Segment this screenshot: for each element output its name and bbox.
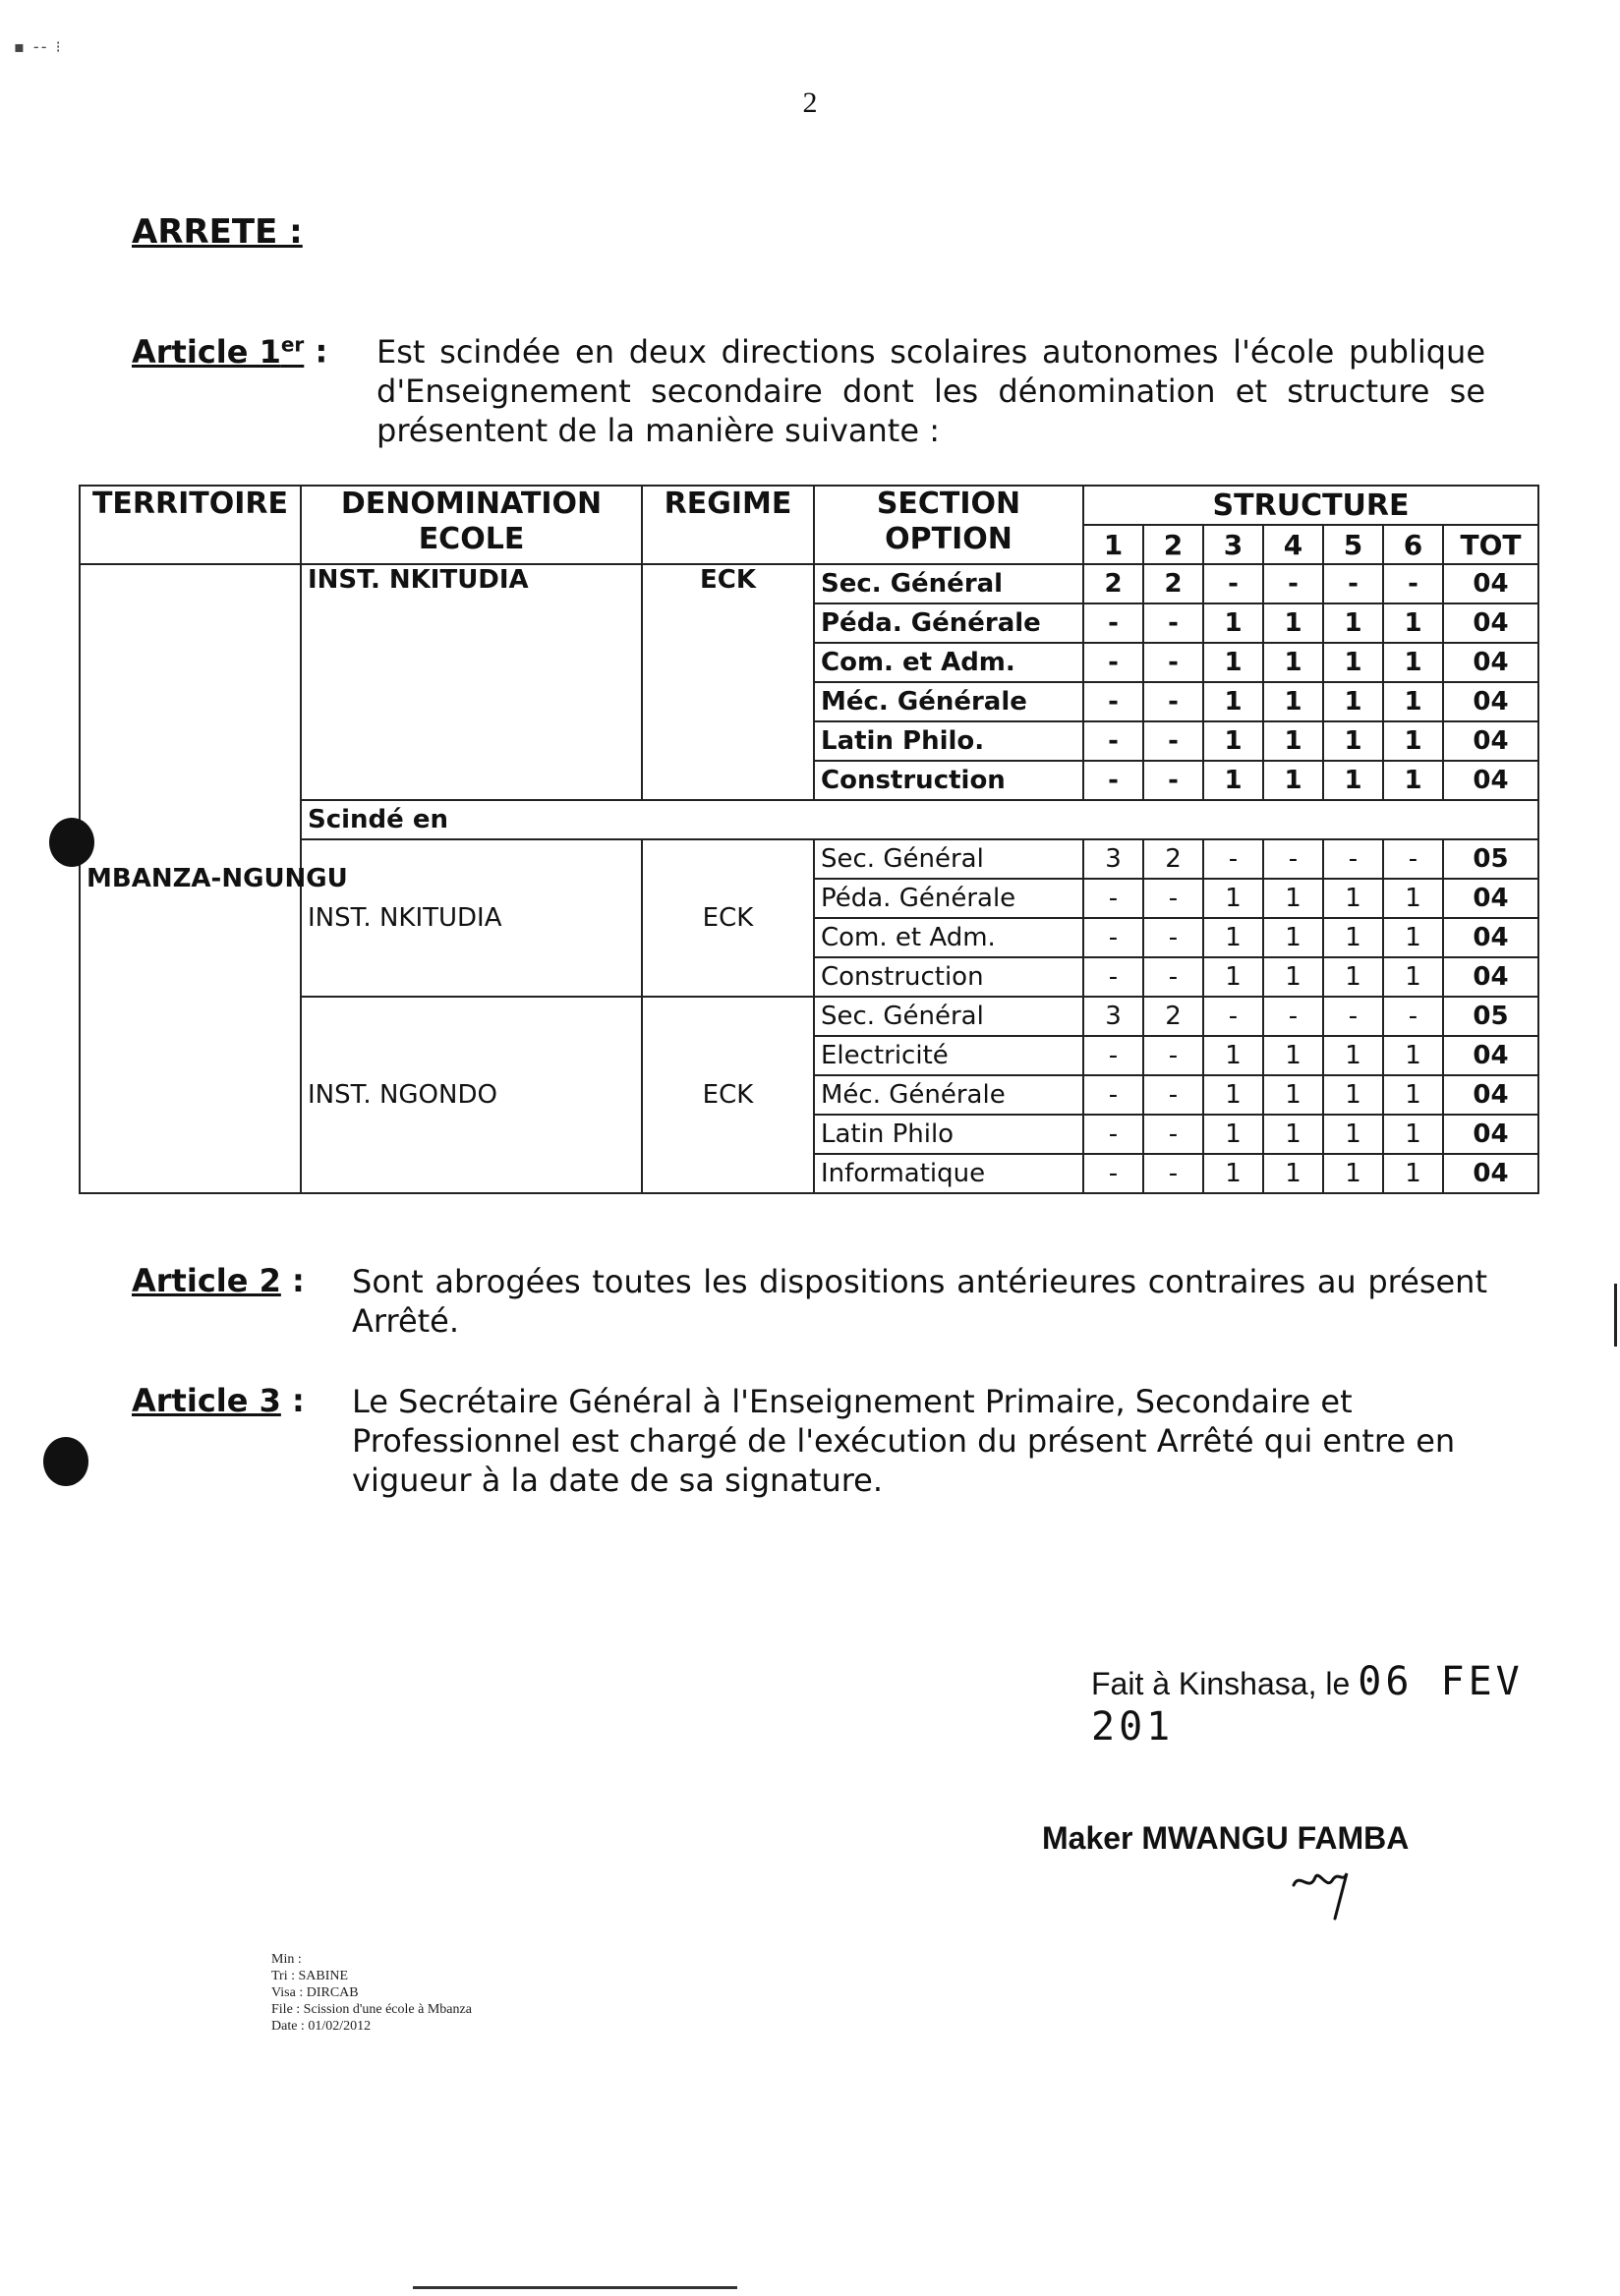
header-denomination: DENOMINATION ECOLE [301, 486, 642, 564]
year-value-cell: 1 [1383, 721, 1443, 761]
handwritten-signature [1288, 1864, 1376, 1923]
year-value-cell: 1 [1203, 1075, 1263, 1115]
year-value-cell: 1 [1263, 879, 1323, 918]
total-cell: 04 [1443, 564, 1538, 603]
header-section: SECTION OPTION [814, 486, 1083, 564]
section-option-cell: Informatique [814, 1154, 1083, 1193]
year-value-cell: 1 [1263, 1115, 1323, 1154]
year-value-cell: 1 [1383, 682, 1443, 721]
total-cell: 05 [1443, 997, 1538, 1036]
year-value-cell: - [1143, 603, 1203, 643]
scan-edge-mark [1614, 1284, 1617, 1347]
footer-line-date: Date : 01/02/2012 [271, 2019, 372, 2034]
year-value-cell: 1 [1323, 682, 1383, 721]
header-year-1: 1 [1083, 525, 1143, 564]
footer-line-file: File : Scission d'une école à Mbanza [271, 2002, 472, 2017]
year-value-cell: - [1143, 1036, 1203, 1075]
year-value-cell: 1 [1383, 761, 1443, 800]
year-value-cell: - [1083, 1154, 1143, 1193]
year-value-cell: 1 [1263, 1036, 1323, 1075]
year-value-cell: 3 [1083, 997, 1143, 1036]
year-value-cell: 1 [1263, 1075, 1323, 1115]
year-value-cell: 1 [1203, 1036, 1263, 1075]
regime-cell: ECK [642, 564, 814, 800]
school-name-cell: INST. NKITUDIA [301, 839, 642, 997]
total-cell: 04 [1443, 1036, 1538, 1075]
year-value-cell: 1 [1383, 603, 1443, 643]
year-value-cell: - [1083, 761, 1143, 800]
year-value-cell: 1 [1263, 603, 1323, 643]
page-number: 2 [802, 86, 818, 119]
year-value-cell: 1 [1323, 1075, 1383, 1115]
article-1-colon: : [304, 332, 328, 371]
year-value-cell: 1 [1323, 721, 1383, 761]
total-cell: 04 [1443, 603, 1538, 643]
regime-cell: ECK [642, 997, 814, 1193]
section-option-cell: Latin Philo [814, 1115, 1083, 1154]
year-value-cell: - [1203, 839, 1263, 879]
year-value-cell: 3 [1083, 839, 1143, 879]
year-value-cell: 1 [1323, 1154, 1383, 1193]
total-cell: 04 [1443, 721, 1538, 761]
year-value-cell: 1 [1203, 1115, 1263, 1154]
article-1-label-sup: er [280, 332, 305, 356]
year-value-cell: - [1383, 997, 1443, 1036]
punch-hole-mark [43, 1437, 88, 1486]
article-3-label-text: Article 3 [132, 1382, 281, 1419]
article-3-label [132, 1382, 305, 1419]
year-value-cell: 1 [1203, 879, 1263, 918]
year-value-cell: - [1143, 957, 1203, 997]
school-name-cell: INST. NKITUDIA [301, 564, 642, 800]
year-value-cell: 1 [1263, 1154, 1323, 1193]
year-value-cell: 1 [1383, 1115, 1443, 1154]
year-value-cell: 2 [1083, 564, 1143, 603]
article-2-colon: : [280, 1262, 305, 1299]
footer-line-tri: Tri : SABINE [271, 1969, 349, 1983]
year-value-cell: 1 [1263, 957, 1323, 997]
signer-name: Maker MWANGU FAMBA [1042, 1820, 1410, 1856]
header-structure: STRUCTURE [1083, 486, 1538, 525]
year-value-cell: - [1083, 643, 1143, 682]
total-cell: 04 [1443, 643, 1538, 682]
year-value-cell: - [1383, 564, 1443, 603]
year-value-cell: 1 [1203, 1154, 1263, 1193]
header-territoire: TERRITOIRE [80, 486, 301, 564]
year-value-cell: - [1383, 839, 1443, 879]
article-2-label-text: Article 2 [132, 1262, 281, 1299]
year-value-cell: - [1203, 997, 1263, 1036]
table-row [80, 564, 1538, 603]
year-value-cell: - [1263, 997, 1323, 1036]
place-date-line [1091, 1659, 1620, 1750]
section-option-cell: Sec. Général [814, 564, 1083, 603]
year-value-cell: - [1143, 1075, 1203, 1115]
year-value-cell: 1 [1383, 918, 1443, 957]
year-value-cell: - [1263, 564, 1323, 603]
year-value-cell: - [1083, 1075, 1143, 1115]
year-value-cell: 1 [1203, 643, 1263, 682]
year-value-cell: - [1143, 761, 1203, 800]
article-1-label [132, 332, 327, 371]
year-value-cell: - [1323, 997, 1383, 1036]
header-year-5: 5 [1323, 525, 1383, 564]
year-value-cell: - [1083, 879, 1143, 918]
section-option-cell: Péda. Générale [814, 879, 1083, 918]
article-3-text: Le Secrétaire Général à l'Enseignement Primaire, Secondaire et Professionnel est chargé de l'exécution du présent Arrêté qui entre en vigueur à la date de sa signature. [352, 1383, 1456, 1499]
section-option-cell: Electricité [814, 1036, 1083, 1075]
year-value-cell: 1 [1383, 1075, 1443, 1115]
header-year-6: 6 [1383, 525, 1443, 564]
total-cell: 05 [1443, 839, 1538, 879]
year-value-cell: 2 [1143, 839, 1203, 879]
year-value-cell: 1 [1323, 1115, 1383, 1154]
total-cell: 04 [1443, 1115, 1538, 1154]
article-2-label [132, 1262, 305, 1299]
year-value-cell: 1 [1323, 957, 1383, 997]
year-value-cell: - [1203, 564, 1263, 603]
year-value-cell: 2 [1143, 564, 1203, 603]
scan-bottom-line [413, 2286, 737, 2289]
year-value-cell: - [1143, 1115, 1203, 1154]
year-value-cell: 1 [1203, 957, 1263, 997]
territoire-cell: MBANZA-NGUNGU [80, 564, 301, 1193]
heading-arrete: ARRETE : [132, 212, 303, 252]
year-value-cell: 1 [1203, 603, 1263, 643]
table-header-row [80, 486, 1538, 525]
article-1-text: Est scindée en deux directions scolaires autonomes l'école publique d'Enseignement secondaire dont les dénomination et structure se présentent de la manière suivante : [376, 333, 1485, 449]
year-value-cell: - [1143, 682, 1203, 721]
year-value-cell: - [1083, 918, 1143, 957]
year-value-cell: 1 [1383, 879, 1443, 918]
year-value-cell: - [1083, 1115, 1143, 1154]
header-year-3: 3 [1203, 525, 1263, 564]
year-value-cell: - [1323, 839, 1383, 879]
article-3-colon: : [280, 1382, 305, 1419]
section-option-cell: Méc. Générale [814, 682, 1083, 721]
year-value-cell: 1 [1263, 682, 1323, 721]
year-value-cell: 1 [1263, 761, 1323, 800]
article-2-text: Sont abrogées toutes les dispositions antérieures contraires au présent Arrêté. [352, 1263, 1487, 1340]
year-value-cell: - [1083, 957, 1143, 997]
section-option-cell: Com. et Adm. [814, 918, 1083, 957]
year-value-cell: 1 [1263, 643, 1323, 682]
header-year-tot: TOT [1443, 525, 1538, 564]
year-value-cell: 1 [1383, 1036, 1443, 1075]
split-label-cell: Scindé en [301, 800, 1538, 839]
year-value-cell: - [1143, 879, 1203, 918]
corner-marks: ▪ ‐‐ ⁝ [14, 37, 63, 56]
year-value-cell: - [1083, 721, 1143, 761]
year-value-cell: 1 [1263, 721, 1323, 761]
year-value-cell: 1 [1203, 721, 1263, 761]
footer-references [271, 1951, 472, 2035]
year-value-cell: - [1083, 1036, 1143, 1075]
article-1-label-text: Article 1 [132, 332, 281, 371]
total-cell: 04 [1443, 957, 1538, 997]
year-value-cell: 1 [1323, 879, 1383, 918]
year-value-cell: 1 [1323, 643, 1383, 682]
section-option-cell: Construction [814, 957, 1083, 997]
header-year-2: 2 [1143, 525, 1203, 564]
section-option-cell: Sec. Général [814, 839, 1083, 879]
total-cell: 04 [1443, 879, 1538, 918]
year-value-cell: - [1143, 643, 1203, 682]
total-cell: 04 [1443, 682, 1538, 721]
year-value-cell: - [1143, 721, 1203, 761]
year-value-cell: 2 [1143, 997, 1203, 1036]
section-option-cell: Latin Philo. [814, 721, 1083, 761]
place-text: Fait à Kinshasa, le [1091, 1666, 1351, 1701]
section-option-cell: Méc. Générale [814, 1075, 1083, 1115]
year-value-cell: 1 [1203, 761, 1263, 800]
year-value-cell: - [1263, 839, 1323, 879]
year-value-cell: 1 [1323, 1036, 1383, 1075]
section-option-cell: Sec. Général [814, 997, 1083, 1036]
year-value-cell: - [1083, 682, 1143, 721]
total-cell: 04 [1443, 1075, 1538, 1115]
structure-table-body [80, 486, 1538, 1193]
year-value-cell: 1 [1323, 761, 1383, 800]
section-option-cell: Construction [814, 761, 1083, 800]
regime-cell: ECK [642, 839, 814, 997]
year-value-cell: - [1083, 603, 1143, 643]
year-value-cell: - [1323, 564, 1383, 603]
total-cell: 04 [1443, 1154, 1538, 1193]
footer-line-min: Min : [271, 1952, 302, 1967]
year-value-cell: 1 [1323, 603, 1383, 643]
year-value-cell: - [1143, 1154, 1203, 1193]
stamped-date: 06 FEV 201 [1091, 1659, 1524, 1750]
year-value-cell: 1 [1203, 682, 1263, 721]
total-cell: 04 [1443, 761, 1538, 800]
year-value-cell: 1 [1383, 1154, 1443, 1193]
structure-table [79, 485, 1539, 1194]
header-year-4: 4 [1263, 525, 1323, 564]
header-regime: REGIME [642, 486, 814, 564]
year-value-cell: 1 [1203, 918, 1263, 957]
year-value-cell: 1 [1383, 643, 1443, 682]
section-option-cell: Péda. Générale [814, 603, 1083, 643]
year-value-cell: - [1143, 918, 1203, 957]
punch-hole-mark [49, 818, 94, 867]
section-option-cell: Com. et Adm. [814, 643, 1083, 682]
footer-line-visa: Visa : DIRCAB [271, 1985, 359, 2000]
school-name-cell: INST. NGONDO [301, 997, 642, 1193]
year-value-cell: 1 [1383, 957, 1443, 997]
total-cell: 04 [1443, 918, 1538, 957]
year-value-cell: 1 [1323, 918, 1383, 957]
year-value-cell: 1 [1263, 918, 1323, 957]
